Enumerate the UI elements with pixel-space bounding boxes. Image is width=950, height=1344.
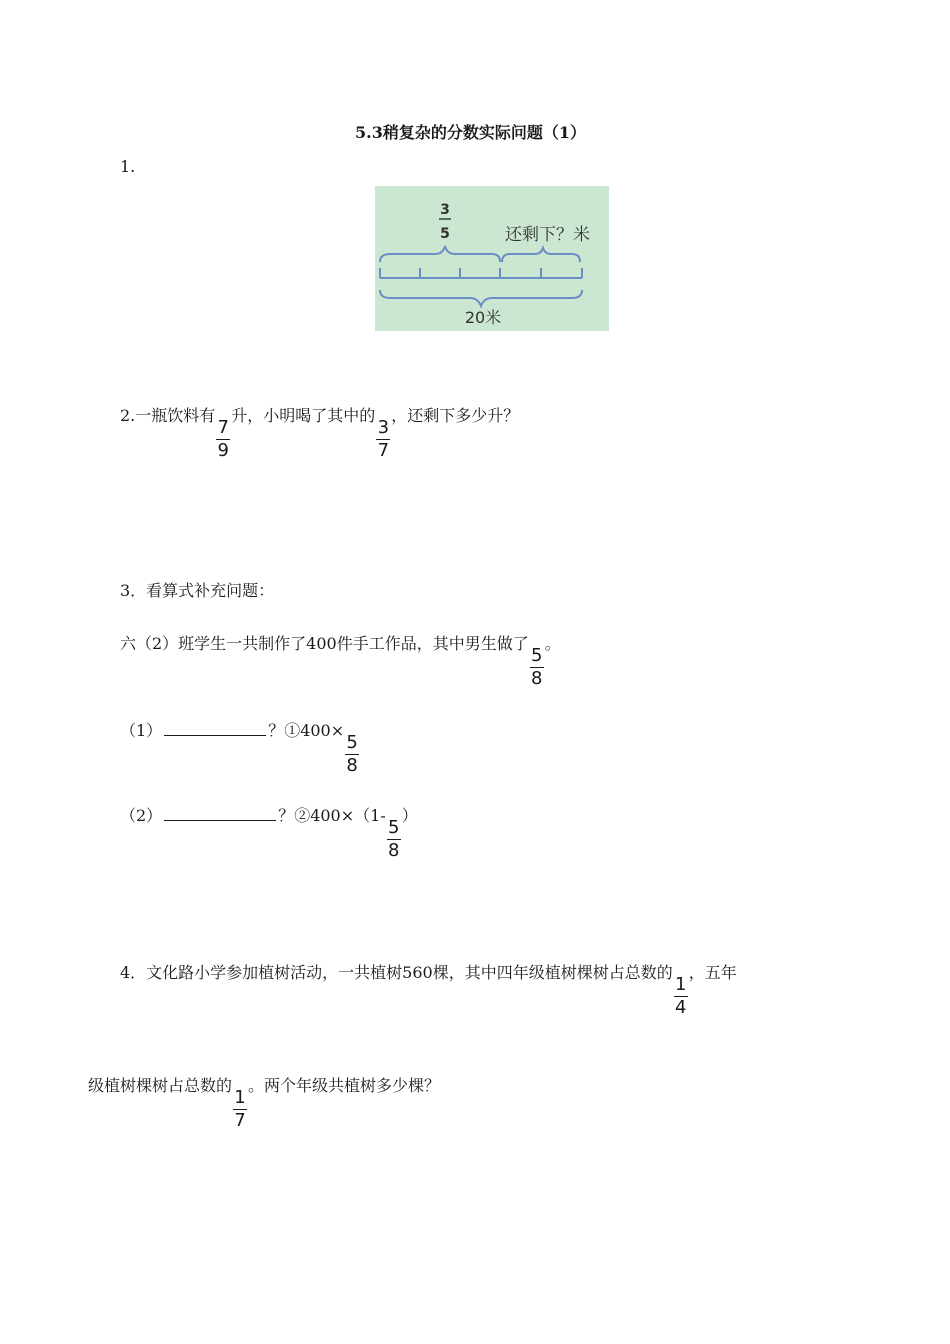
fraction-3-7 bbox=[376, 418, 390, 461]
fraction-numerator: 7 bbox=[217, 417, 229, 438]
fraction-denominator: 8 bbox=[346, 755, 358, 776]
fraction-1-7 bbox=[233, 1088, 247, 1131]
fraction-numerator: 3 bbox=[377, 417, 390, 438]
q2-text-pre: 2.一瓶饮料有 bbox=[120, 406, 216, 425]
fraction-5-8 bbox=[387, 818, 401, 861]
fraction-numerator: 5 bbox=[346, 732, 358, 753]
fraction-denominator: 4 bbox=[675, 997, 687, 1018]
brace-total bbox=[380, 290, 582, 306]
fraction-denominator: 9 bbox=[217, 440, 229, 461]
fraction-denominator: 8 bbox=[388, 840, 400, 861]
question-1-diagram bbox=[375, 186, 609, 331]
answer-blank[interactable] bbox=[164, 721, 266, 736]
q4-text-post-1: ，五年 bbox=[688, 963, 737, 982]
fraction-numerator: 5 bbox=[388, 817, 400, 838]
diagram-fraction-denominator: 5 bbox=[440, 226, 450, 242]
diagram-fraction-numerator: 3 bbox=[440, 202, 450, 218]
diagram-remain-label: 还剩下？米 bbox=[505, 225, 590, 245]
q4-text-line2-pre: 级植树棵树占总数的 bbox=[88, 1076, 233, 1095]
sub-2-label: （2） bbox=[120, 806, 163, 825]
brace-remain bbox=[502, 248, 580, 262]
q2-text-post: ，还剩下多少升？ bbox=[391, 406, 520, 425]
q3-text-pre: 六（2）班学生一共制作了400件手工作品，其中男生做了 bbox=[120, 634, 529, 653]
fraction-numerator: 1 bbox=[675, 974, 687, 995]
fraction-numerator: 5 bbox=[531, 645, 543, 666]
fraction-5-8 bbox=[530, 646, 544, 689]
page-title: 5.3稍复杂的分数实际问题（1） bbox=[355, 123, 586, 142]
q3-text-post: 。 bbox=[544, 634, 561, 653]
sub-2-formula: ？②400×（1- bbox=[278, 806, 386, 825]
q2-text-mid: 升，小明喝了其中的 bbox=[231, 406, 376, 425]
fraction-5-8 bbox=[345, 733, 359, 776]
fraction-7-9 bbox=[216, 418, 230, 461]
sub-2-formula-end: ） bbox=[401, 806, 418, 825]
question-1-number: 1. bbox=[120, 157, 136, 176]
fraction-numerator: 1 bbox=[234, 1087, 246, 1108]
question-3-heading: 3．看算式补充问题： bbox=[120, 581, 275, 600]
diagram-total-label: 20米 bbox=[464, 308, 502, 327]
answer-blank[interactable] bbox=[164, 806, 276, 821]
sub-1-formula: ？①400× bbox=[268, 721, 345, 740]
segment-diagram bbox=[375, 186, 609, 331]
q4-text-pre: 4．文化路小学参加植树活动，一共植树560棵，其中四年级植树棵树占总数的 bbox=[120, 963, 673, 982]
question-4-line-1 bbox=[120, 960, 737, 1018]
question-3-statement bbox=[120, 631, 561, 689]
fraction-denominator: 8 bbox=[531, 668, 543, 689]
fraction-denominator: 7 bbox=[234, 1110, 246, 1131]
question-3-sub-2 bbox=[120, 803, 418, 861]
question-2 bbox=[120, 403, 519, 461]
brace-fraction bbox=[380, 246, 500, 262]
fraction-denominator: 7 bbox=[377, 440, 390, 461]
question-4-line-2 bbox=[88, 1073, 440, 1131]
sub-1-label: （1） bbox=[120, 721, 163, 740]
fraction-1-4 bbox=[674, 975, 688, 1018]
question-3-sub-1 bbox=[120, 718, 360, 776]
q4-text-post-2: 。两个年级共植树多少棵？ bbox=[248, 1076, 441, 1095]
